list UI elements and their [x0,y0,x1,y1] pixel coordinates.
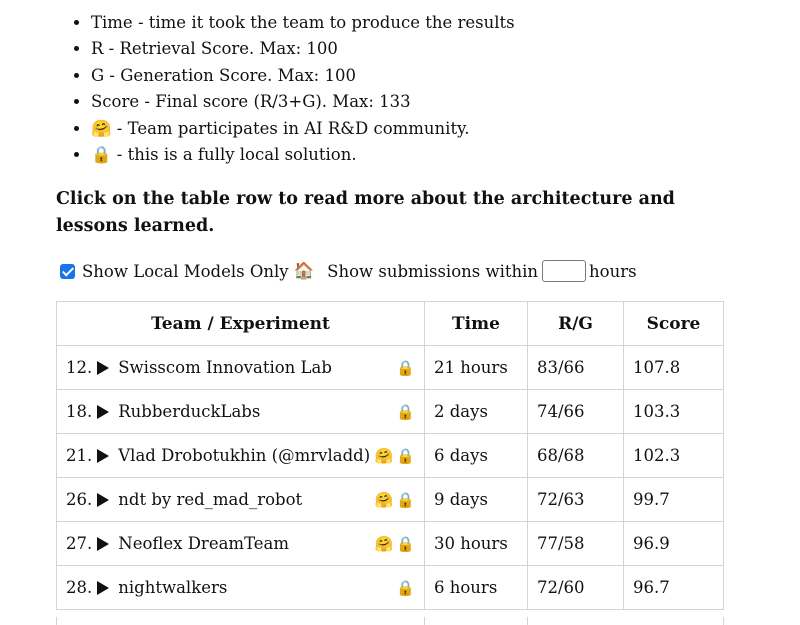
table-row[interactable] [57,390,724,434]
legend-item-community: • 🤗 - Team participates in AI R&D community. [91,116,515,142]
team-cell[interactable] [57,434,425,478]
expand-triangle-icon[interactable] [97,581,109,595]
time-cell: 21 hours [425,346,528,390]
rank: 18. [66,402,93,421]
lock-icon: 🔒 [396,446,415,465]
legend-item-time: • Time - time it took the team to produce the results [91,10,515,36]
legend-item-score: • Score - Final score (R/3+G). Max: 133 [91,89,515,115]
team-cell[interactable] [57,522,425,566]
expand-triangle-icon[interactable] [97,449,109,463]
score-cell: 99.7 [624,478,724,522]
table-row[interactable] [57,346,724,390]
expand-triangle-icon[interactable] [97,537,109,551]
hours-label: hours [589,261,637,281]
legend-item-retrieval: • R - Retrieval Score. Max: 100 [91,36,515,62]
rank: 28. [66,578,93,597]
lock-icon: 🔒 [396,578,415,597]
table-row[interactable] [57,522,724,566]
lock-icon: 🔒 [396,490,415,509]
team-name: ndt by red_mad_robot [118,490,303,509]
score-cell: 103.3 [624,390,724,434]
team-name: RubberduckLabs [118,402,261,421]
team-name: Swisscom Innovation Lab [118,358,332,377]
table-row[interactable] [57,434,724,478]
expand-triangle-icon[interactable] [97,493,109,507]
table-body [57,346,724,610]
expand-triangle-icon[interactable] [97,361,109,375]
header-team[interactable]: Team / Experiment [57,302,425,346]
expand-triangle-icon[interactable] [97,405,109,419]
team-cell[interactable] [57,478,425,522]
time-cell: 6 hours [425,566,528,610]
header-score[interactable]: Score [624,302,724,346]
score-cell: 96.9 [624,522,724,566]
time-cell: 30 hours [425,522,528,566]
hours-input[interactable] [542,260,586,282]
rg-cell: 72/60 [528,566,624,610]
team-badges [393,359,415,377]
community-icon: 🤗 [374,490,394,509]
header-time[interactable]: Time [425,302,528,346]
score-cell: 96.7 [624,566,724,610]
team-name: Vlad Drobotukhin (@mrvladd) [118,446,371,465]
within-label: Show submissions within [327,261,539,281]
team-cell[interactable] [57,390,425,434]
lock-icon: 🔒 [396,534,415,553]
lock-icon: 🔒 [396,358,415,377]
team-badges [393,403,415,421]
rg-cell: 74/66 [528,390,624,434]
time-cell: 6 days [425,434,528,478]
filter-controls [60,257,637,285]
team-badges [372,535,415,553]
rank: 27. [66,534,93,553]
house-icon: 🏠 [293,261,315,280]
team-badges [372,447,415,465]
table-continuation [56,617,724,625]
rg-cell: 72/63 [528,478,624,522]
local-only-checkbox[interactable] [60,264,75,279]
score-cell: 107.8 [624,346,724,390]
rg-cell: 68/68 [528,434,624,478]
table-row[interactable] [57,566,724,610]
rg-cell: 77/58 [528,522,624,566]
time-cell: 9 days [425,478,528,522]
community-icon: 🤗 [374,446,394,465]
rg-cell: 83/66 [528,346,624,390]
instruction-note: Click on the table row to read more about the architecture and lessons learned. [56,189,675,236]
team-cell[interactable] [57,346,425,390]
team-badges [372,491,415,509]
score-cell: 102.3 [624,434,724,478]
header-rg[interactable]: R/G [528,302,624,346]
team-cell[interactable] [57,566,425,610]
table-row[interactable] [57,478,724,522]
table-header-row [57,302,724,346]
rank: 26. [66,490,93,509]
rank: 12. [66,358,93,377]
rank: 21. [66,446,93,465]
team-name: nightwalkers [118,578,228,597]
legend-list [56,10,515,168]
team-badges [393,579,415,597]
leaderboard-table [56,301,724,610]
community-icon: 🤗 [374,534,394,553]
team-name: Neoflex DreamTeam [118,534,290,553]
local-only-label[interactable]: Show Local Models Only [82,261,289,281]
time-cell: 2 days [425,390,528,434]
legend-item-generation: • G - Generation Score. Max: 100 [91,63,515,89]
lock-icon: 🔒 [396,402,415,421]
legend-item-local: • 🔒 - this is a fully local solution. [91,142,515,168]
